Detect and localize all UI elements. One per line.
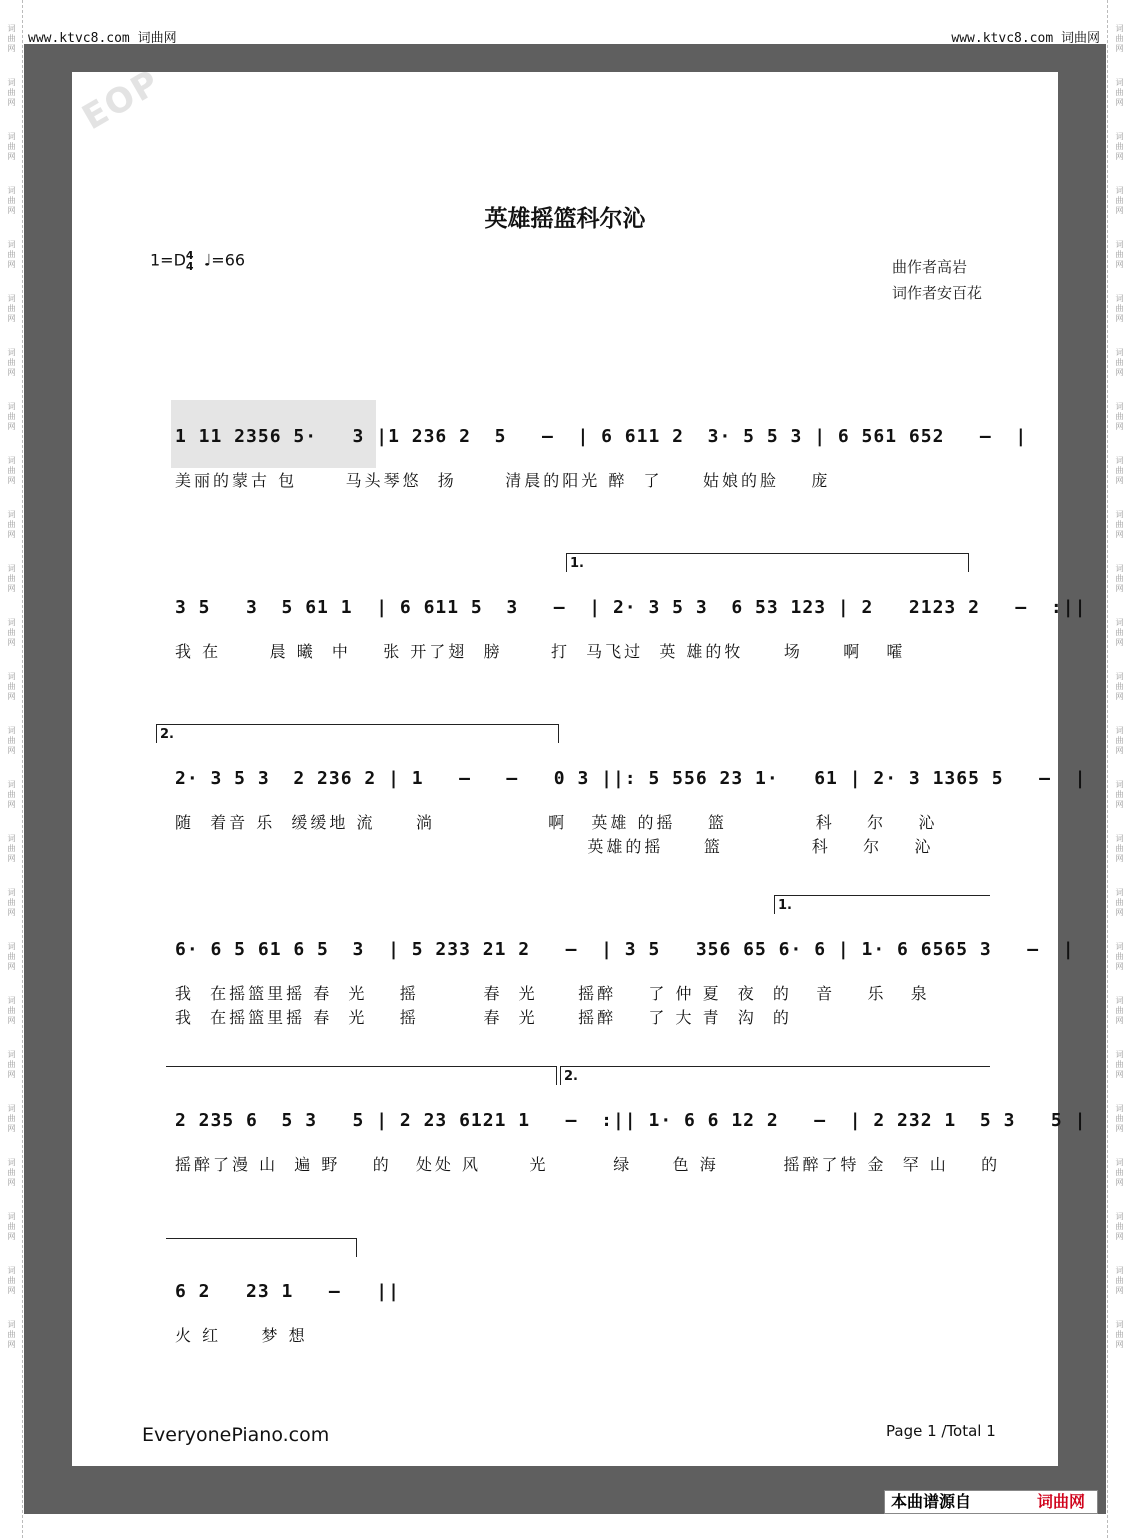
- side-watermark-glyph: 词曲网: [7, 996, 16, 1026]
- quarter-note-icon: ♩: [203, 250, 212, 270]
- music-system-1: [175, 426, 1028, 490]
- side-watermark-glyph: 词曲网: [7, 240, 16, 270]
- side-watermark-glyph: 词曲网: [1115, 672, 1124, 702]
- music-system-4: [175, 939, 1075, 1027]
- side-watermark-glyph: 词曲网: [1115, 1104, 1124, 1134]
- side-watermark-glyph: 词曲网: [7, 1158, 16, 1188]
- music-system-5: [175, 1110, 1087, 1174]
- side-watermark-glyph: 词曲网: [1115, 1212, 1124, 1242]
- volta-first-continued: [166, 1066, 557, 1085]
- side-watermark-glyph: 词曲网: [7, 78, 16, 108]
- side-watermark-glyph: 词曲网: [7, 888, 16, 918]
- lyrics-line: 随 着音 乐 缓缓地 流 淌 啊 英雄 的摇 篮 科 尔 沁: [175, 813, 938, 832]
- music-system-3: [175, 768, 1087, 856]
- side-watermark-glyph: 词曲网: [1115, 1050, 1124, 1080]
- side-watermark-glyph: 词曲网: [1115, 726, 1124, 756]
- side-watermark-glyph: 词曲网: [1115, 888, 1124, 918]
- side-watermark-glyph: 词曲网: [7, 24, 16, 54]
- side-watermark-glyph: 词曲网: [7, 942, 16, 972]
- side-watermark-glyph: 词曲网: [7, 1212, 16, 1242]
- side-watermark-glyph: 词曲网: [1115, 780, 1124, 810]
- side-watermark-glyph: 词曲网: [1115, 294, 1124, 324]
- side-watermark-glyph: 词曲网: [1115, 996, 1124, 1026]
- source-site: 词曲网: [1037, 1492, 1086, 1511]
- top-banner: [24, 24, 1106, 44]
- notation-line: 3 5 3 5 61 1 | 6 611 5 3 – | 2· 3 5 3 6 53 123 | 2 2123 2 – :||: [175, 597, 1087, 618]
- notation-line: 2· 3 5 3 2 236 2 | 1 – – 0 3 ||: 5 556 23 1· 61 | 2· 3 1365 5 – |: [175, 768, 1087, 789]
- side-watermark-glyph: 词曲网: [7, 618, 16, 648]
- side-watermark-glyph: 词曲网: [1115, 456, 1124, 486]
- side-watermark-glyph: 词曲网: [1115, 1158, 1124, 1188]
- side-watermark-glyph: 词曲网: [7, 1320, 16, 1350]
- music-system-2: [175, 597, 1087, 661]
- side-watermark-glyph: 词曲网: [7, 834, 16, 864]
- notation-line: 6· 6 5 61 6 5 3 | 5 233 21 2 – | 3 5 356 65 6· 6 | 1· 6 6565 3 – |: [175, 939, 1075, 960]
- notation-line: 6 2 23 1 – ||: [175, 1281, 400, 1302]
- notation-line: 1 11 2356 5· 3 |1 236 2 5 – | 6 611 2 3· 5 5 3 | 6 561 652 – |: [175, 426, 1028, 447]
- side-watermark-glyph: 词曲网: [7, 726, 16, 756]
- page-counter: Page 1 /Total 1: [886, 1422, 996, 1440]
- lyrics-line: 火 红 梦 想: [175, 1326, 308, 1345]
- footer-site: EveryonePiano.com: [142, 1424, 330, 1446]
- side-watermark-glyph: 词曲网: [7, 672, 16, 702]
- lyricist: 词作者安百花: [892, 284, 983, 302]
- source-badge: [884, 1490, 1098, 1514]
- side-watermark-glyph: 词曲网: [7, 348, 16, 378]
- lyrics-line: 美丽的蒙古 包 马头琴悠 扬 清晨的阳光 醉 了 姑娘的脸 庞: [175, 471, 831, 490]
- side-watermark-glyph: 词曲网: [7, 510, 16, 540]
- side-watermark-glyph: 词曲网: [1115, 24, 1124, 54]
- side-watermark-glyph: 词曲网: [1115, 240, 1124, 270]
- site-watermark-right: www.ktvc8.com 词曲网: [951, 31, 1100, 46]
- side-watermark-glyph: 词曲网: [7, 1104, 16, 1134]
- side-watermark-glyph: 词曲网: [1115, 186, 1124, 216]
- lyrics-line: 我 在摇篮里摇 春 光 摇 春 光 摇醉 了 仲 夏 夜 的 音 乐 泉: [175, 984, 930, 1003]
- side-watermark-glyph: 词曲网: [1115, 1266, 1124, 1296]
- source-label: 本曲谱源自: [891, 1492, 972, 1511]
- lyrics-line-2: 我 在摇篮里摇 春 光 摇 春 光 摇醉 了 大 青 沟 的: [175, 1008, 792, 1027]
- volta-second-continued: [166, 1238, 357, 1257]
- side-watermark-glyph: 词曲网: [1115, 402, 1124, 432]
- side-watermark-glyph: 词曲网: [1115, 564, 1124, 594]
- side-watermark-glyph: 词曲网: [1115, 348, 1124, 378]
- side-watermark-glyph: 词曲网: [7, 456, 16, 486]
- song-title: 英雄摇篮科尔沁: [484, 205, 646, 232]
- site-watermark-left: www.ktvc8.com 词曲网: [28, 31, 177, 46]
- side-watermark-glyph: 词曲网: [1115, 78, 1124, 108]
- side-watermark-glyph: 词曲网: [7, 564, 16, 594]
- side-watermark-glyph: 词曲网: [1115, 510, 1124, 540]
- volta-second: 2.: [560, 1066, 990, 1085]
- side-watermark-glyph: 词曲网: [7, 132, 16, 162]
- side-watermark-glyph: 词曲网: [7, 1266, 16, 1296]
- music-system-6: [175, 1281, 990, 1345]
- side-watermark-glyph: 词曲网: [1115, 942, 1124, 972]
- composer: 曲作者高岩: [892, 258, 968, 276]
- eop-logo: EOP: [75, 61, 168, 139]
- volta-second: 2.: [156, 724, 559, 743]
- lyrics-line-2: 英雄的摇 篮 科 尔 沁: [175, 837, 934, 856]
- lyrics-line: 摇醉了漫 山 遍 野 的 处处 风 光 绿 色 海 摇醉了特 金 罕 山 的: [175, 1155, 1001, 1174]
- side-watermark-glyph: 词曲网: [7, 294, 16, 324]
- side-watermark-glyph: 词曲网: [7, 780, 16, 810]
- side-watermark-glyph: 词曲网: [1115, 618, 1124, 648]
- side-watermark-glyph: 词曲网: [1115, 834, 1124, 864]
- lyrics-line: 我 在 晨 曦 中 张 开了翅 膀 打 马飞过 英 雄的牧 场 啊 嚯: [175, 642, 906, 661]
- key-signature: 1=D4 4 ♩=66: [150, 249, 246, 273]
- volta-first: 1.: [774, 895, 990, 914]
- volta-first: 1.: [566, 553, 969, 572]
- side-watermark-glyph: 词曲网: [7, 186, 16, 216]
- side-watermark-glyph: 词曲网: [7, 402, 16, 432]
- side-watermark-glyph: 词曲网: [7, 1050, 16, 1080]
- side-watermark-glyph: 词曲网: [1115, 1320, 1124, 1350]
- notation-line: 2 235 6 5 3 5 | 2 23 6121 1 – :|| 1· 6 6 12 2 – | 2 232 1 5 3 5 |: [175, 1110, 1087, 1131]
- side-watermark-glyph: 词曲网: [1115, 132, 1124, 162]
